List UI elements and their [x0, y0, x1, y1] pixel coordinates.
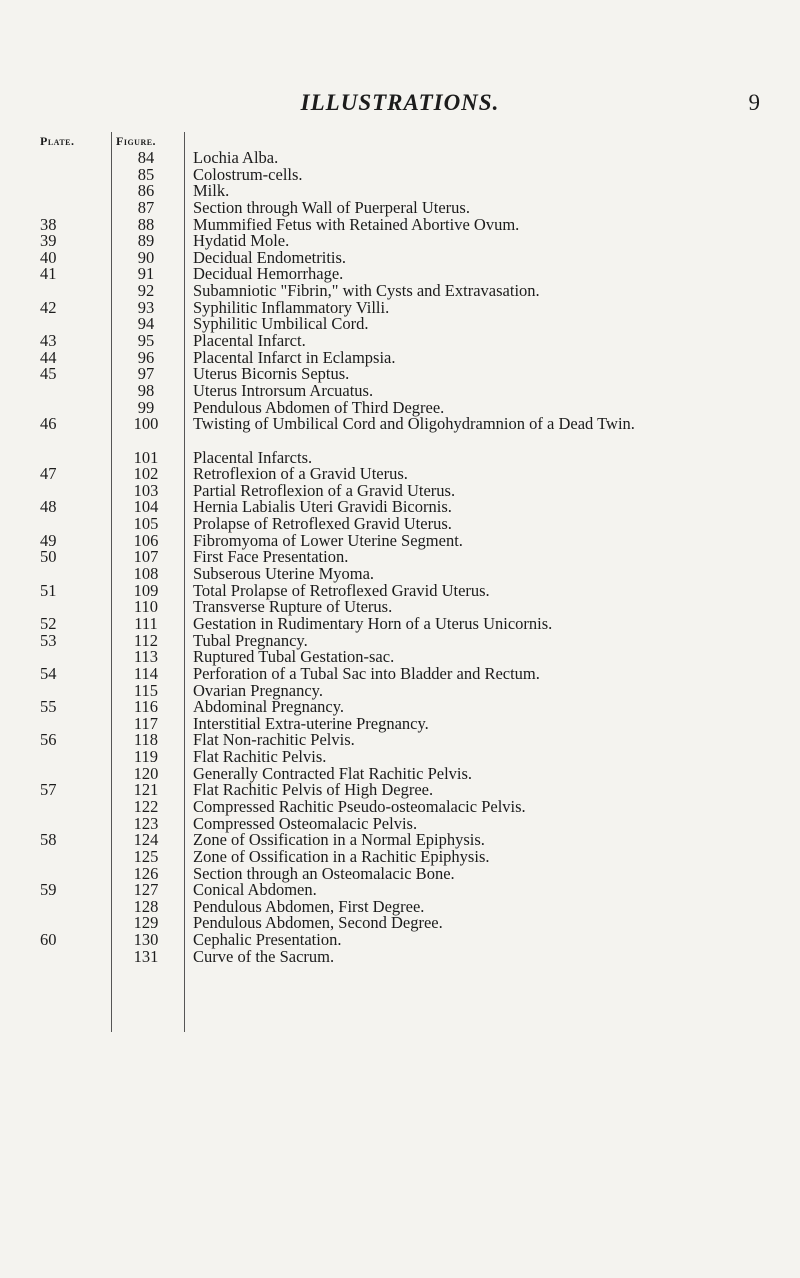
- plate-number: 58: [40, 830, 57, 850]
- figure-number: 121: [133, 780, 159, 800]
- figure-caption: Zone of Ossification in a Normal Epiphysis.: [193, 830, 485, 850]
- figure-number: 96: [137, 347, 155, 367]
- figure-caption: Milk.: [193, 181, 230, 201]
- list-item: [0, 347, 800, 367]
- figure-number: 130: [133, 930, 159, 950]
- figure-number: 118: [133, 730, 159, 750]
- figure-number: 102: [133, 464, 159, 484]
- plate-number: 57: [40, 780, 57, 800]
- figure-caption: Curve of the Sacrum.: [193, 946, 335, 966]
- list-item: [0, 530, 800, 550]
- plate-number: 50: [40, 547, 57, 567]
- figure-caption: Zone of Ossification in a Rachitic Epiphysis.: [193, 846, 490, 866]
- list-item: [0, 233, 800, 250]
- figure-number: 104: [133, 497, 159, 517]
- figure-caption: Syphilitic Inflammatory Villi.: [193, 297, 390, 317]
- plate-number: 42: [40, 297, 57, 317]
- figure-number: 119: [133, 747, 159, 767]
- plate-number: 60: [40, 930, 57, 950]
- figure-caption: Transverse Rupture of Uterus.: [193, 597, 393, 617]
- figure-caption: Tubal Pregnancy.: [193, 630, 308, 650]
- figure-caption: Uterus Introrsum Arcuatus.: [193, 380, 374, 400]
- figure-column-header: Figure.: [116, 134, 157, 148]
- plate-number: 55: [40, 697, 57, 717]
- figure-caption: Hernia Labialis Uteri Gravidi Bicornis.: [193, 497, 452, 517]
- figure-number: 91: [137, 264, 155, 284]
- figure-caption: Flat Rachitic Pelvis of High Degree.: [193, 780, 434, 800]
- plate-number: 46: [40, 414, 57, 434]
- figure-number: 128: [133, 896, 159, 916]
- figure-caption: Total Prolapse of Retroflexed Gravid Uterus.: [193, 580, 490, 600]
- list-item: [0, 316, 800, 333]
- list-item: [0, 283, 800, 300]
- figure-caption: Flat Rachitic Pelvis.: [193, 747, 327, 767]
- figure-caption: Colostrum-cells.: [193, 164, 303, 184]
- figure-caption: Gestation in Rudimentary Horn of a Uterus Unicornis.: [193, 613, 553, 633]
- list-item: [0, 297, 800, 317]
- list-item: [0, 333, 800, 350]
- plate-number: 45: [40, 364, 57, 384]
- list-item: [0, 663, 800, 683]
- figure-caption: Pendulous Abdomen, Second Degree.: [193, 913, 443, 933]
- figure-number: 122: [133, 797, 159, 816]
- figure-caption: Hydatid Mole.: [193, 231, 290, 251]
- plate-number: 40: [40, 247, 57, 267]
- plate-number: 53: [40, 630, 57, 650]
- list-item: [0, 613, 800, 633]
- figure-number: 124: [133, 830, 159, 850]
- figure-caption: Placental Infarct in Eclampsia.: [193, 347, 396, 367]
- plate-number: 48: [40, 497, 57, 517]
- figure-number: 95: [137, 331, 155, 351]
- figure-caption: Abdominal Pregnancy.: [193, 697, 345, 717]
- figure-caption: Ruptured Tubal Gestation-sac.: [193, 647, 395, 667]
- figure-caption: Compressed Osteomalacic Pelvis.: [193, 813, 418, 833]
- figure-number: 123: [133, 813, 159, 833]
- illustrations-list: [0, 150, 800, 965]
- figure-number: 115: [133, 680, 159, 700]
- figure-number: 103: [133, 480, 159, 500]
- page-number: 9: [748, 90, 760, 115]
- list-item: [0, 150, 800, 167]
- figure-caption: Fibromyoma of Lower Uterine Segment.: [193, 530, 463, 550]
- figure-number: 89: [137, 231, 155, 251]
- plate-number: 51: [40, 580, 57, 600]
- figure-number: 126: [133, 863, 159, 883]
- figure-number: 116: [133, 697, 159, 717]
- figure-caption: Partial Retroflexion of a Gravid Uterus.: [193, 480, 456, 500]
- figure-caption: Prolapse of Retroflexed Gravid Uterus.: [193, 514, 452, 534]
- figure-caption: Placental Infarct.: [193, 331, 306, 351]
- figure-number: 114: [133, 663, 159, 683]
- figure-number: 100: [133, 414, 159, 434]
- figure-number: 92: [137, 281, 155, 301]
- list-item: [0, 932, 800, 949]
- figure-caption: Syphilitic Umbilical Cord.: [193, 314, 369, 334]
- figure-caption: Ovarian Pregnancy.: [193, 680, 323, 700]
- figure-caption: Twisting of Umbilical Cord and Oligohydramnion of a Dead Twin.: [193, 414, 635, 434]
- figure-number: 87: [137, 197, 155, 217]
- running-title: ILLUSTRATIONS.: [300, 90, 500, 115]
- figure-number: 101: [133, 447, 159, 467]
- plate-number: 49: [40, 530, 57, 550]
- figure-caption: Mummified Fetus with Retained Abortive Ovum.: [193, 214, 520, 234]
- figure-caption: Decidual Endometritis.: [193, 247, 347, 267]
- list-item: [0, 549, 800, 566]
- list-item: [0, 863, 800, 883]
- figure-number: 129: [133, 913, 159, 933]
- figure-caption: Perforation of a Tubal Sac into Bladder and Rectum.: [193, 663, 540, 683]
- figure-caption: Retroflexion of a Gravid Uterus.: [193, 464, 408, 484]
- figure-caption: Placental Infarcts.: [193, 447, 313, 467]
- figure-caption: Section through an Osteomalacic Bone.: [193, 863, 455, 883]
- plate-number: 39: [40, 231, 57, 251]
- figure-number: 107: [133, 547, 159, 567]
- figure-caption: Flat Non-rachitic Pelvis.: [193, 730, 355, 750]
- figure-number: 94: [137, 314, 155, 334]
- plate-number: 47: [40, 464, 57, 484]
- plate-number: 56: [40, 730, 57, 750]
- plate-number: 59: [40, 880, 57, 900]
- figure-number: 120: [133, 763, 159, 783]
- figure-number: 90: [137, 247, 155, 267]
- figure-caption: Lochia Alba.: [193, 148, 279, 167]
- figure-number: 84: [137, 148, 155, 167]
- figure-caption: Subamniotic "Fibrin," with Cysts and Extravasation.: [193, 281, 540, 301]
- list-item: [0, 580, 800, 600]
- figure-number: 112: [133, 630, 159, 650]
- list-item: [0, 680, 800, 700]
- figure-number: 127: [133, 880, 159, 900]
- list-item: [0, 946, 800, 966]
- plate-number: 52: [40, 613, 57, 633]
- list-item: [0, 915, 800, 932]
- figure-number: 93: [137, 297, 155, 317]
- list-item: [0, 247, 800, 267]
- figure-caption: Conical Abdomen.: [193, 880, 317, 900]
- figure-number: 97: [137, 364, 155, 384]
- list-item: [0, 214, 800, 234]
- figure-number: 111: [134, 613, 158, 633]
- figure-caption: Pendulous Abdomen, First Degree.: [193, 896, 425, 916]
- figure-caption: Decidual Hemorrhage.: [193, 264, 344, 284]
- list-item: [0, 630, 800, 650]
- figure-number: 86: [137, 181, 155, 201]
- plate-number: 43: [40, 331, 57, 351]
- figure-number: 117: [133, 713, 159, 733]
- list-item: [0, 164, 800, 184]
- list-item: [0, 732, 800, 749]
- figure-number: 105: [133, 514, 159, 534]
- figure-caption: Generally Contracted Flat Rachitic Pelvis.: [193, 763, 473, 783]
- figure-number: 110: [133, 597, 159, 617]
- plate-number: 38: [40, 214, 57, 234]
- list-item: [0, 366, 800, 383]
- page-header: [0, 90, 800, 118]
- figure-number: 98: [137, 380, 155, 400]
- figure-caption: Uterus Bicornis Septus.: [193, 364, 350, 384]
- figure-number: 99: [137, 397, 155, 417]
- figure-number: 85: [137, 164, 155, 184]
- figure-caption: Cephalic Presentation.: [193, 930, 342, 950]
- figure-caption: Subserous Uterine Myoma.: [193, 564, 375, 584]
- figure-number: 108: [133, 564, 159, 584]
- figure-number: 109: [133, 580, 159, 600]
- plate-number: 44: [40, 347, 57, 367]
- figure-caption: First Face Presentation.: [193, 547, 349, 567]
- figure-number: 125: [133, 846, 159, 866]
- plate-column-header: Plate.: [40, 134, 75, 148]
- figure-number: 113: [133, 647, 159, 667]
- figure-number: 106: [133, 530, 159, 550]
- figure-caption: Compressed Rachitic Pseudo-osteomalacic Pelvis.: [193, 797, 526, 816]
- figure-number: 131: [133, 946, 159, 966]
- figure-caption: Interstitial Extra-uterine Pregnancy.: [193, 713, 429, 733]
- plate-number: 54: [40, 663, 57, 683]
- plate-number: 41: [40, 264, 57, 284]
- figure-caption: Section through Wall of Puerperal Uterus.: [193, 197, 470, 217]
- list-item: [0, 416, 800, 449]
- figure-number: 88: [137, 214, 155, 234]
- list-item: [0, 713, 800, 733]
- figure-caption: Pendulous Abdomen of Third Degree.: [193, 397, 445, 417]
